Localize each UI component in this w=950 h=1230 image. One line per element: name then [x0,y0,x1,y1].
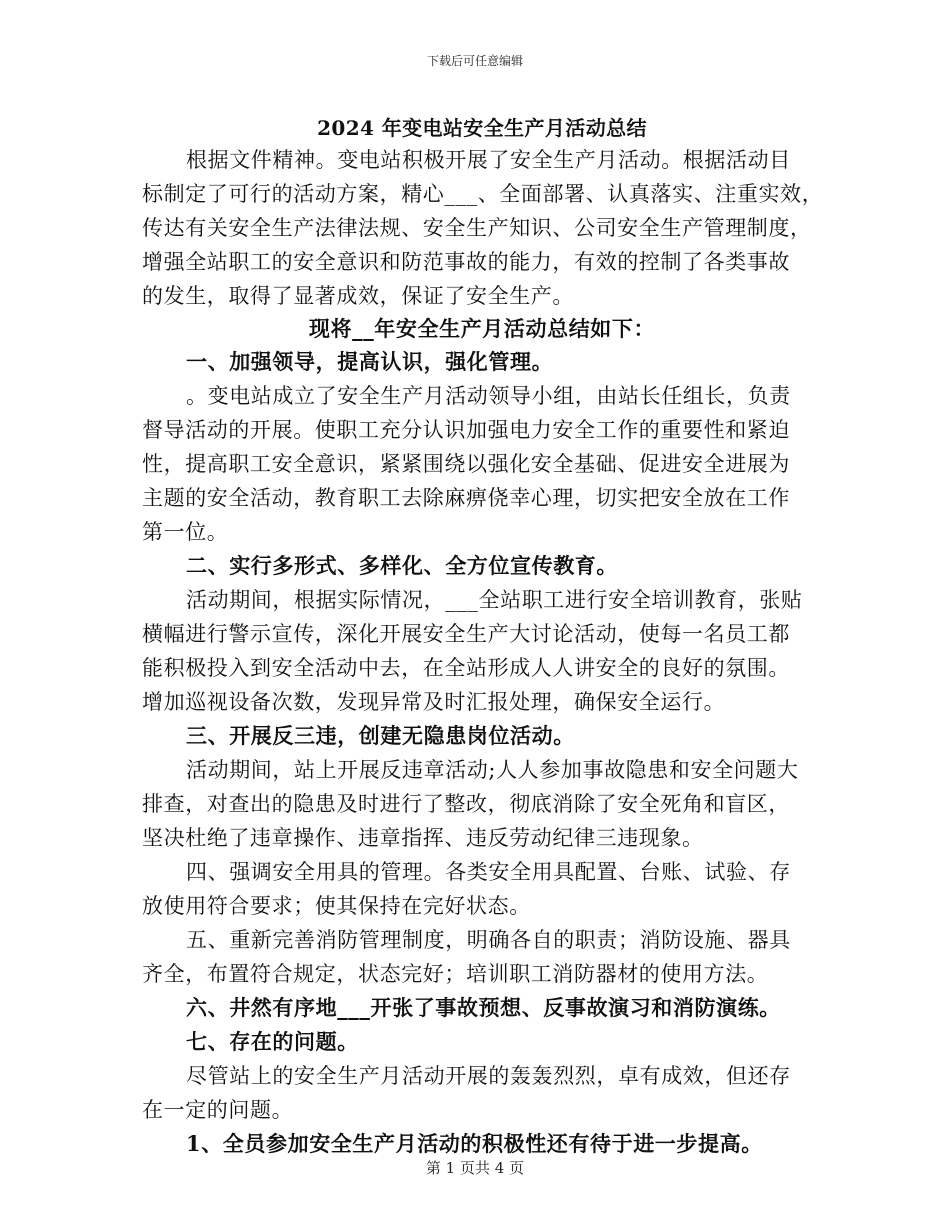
paragraph-line: 督导活动的开展。使职工充分认识加强电力安全工作的重要性和紧迫 [142,418,790,442]
section-heading: 六、井然有序地___开张了事故预想、反事故演习和消防演练。 [186,995,781,1020]
paragraph-line: 第一位。 [142,520,229,544]
paragraph-line: 能积极投入到安全活动中去，在全站形成人人讲安全的良好的氛围。 [142,656,790,680]
paragraph-line: 主题的安全活动，教育职工去除麻痹侥幸心理，切实把安全放在工作 [142,486,790,510]
section-heading: 七、存在的问题。 [186,1029,359,1054]
paragraph-line: 四、强调安全用具的管理。各类安全用具配置、台账、试验、存 [186,860,791,884]
paragraph-line: 排查，对查出的隐患及时进行了整改，彻底消除了安全死角和盲区， [142,792,790,816]
paragraph-line: 标制定了可行的活动方案，精心___、全面部署、认真落实、注重实效， [142,182,824,206]
summary-intro-heading: 现将__年安全生产月活动总结如下： [308,316,656,341]
paragraph-line: 齐全，布置符合规定，状态完好；培训职工消防器材的使用方法。 [142,962,769,986]
paragraph-line: 增强全站职工的安全意识和防范事故的能力，有效的控制了各类事故 [142,250,790,274]
paragraph-line: 的发生，取得了显著成效，保证了安全生产。 [142,284,574,308]
section-heading: 二、实行多形式、多样化、全方位宣传教育。 [186,553,618,578]
paragraph-line: 传达有关安全生产法律法规、安全生产知识、公司安全生产管理制度， [142,216,812,240]
paragraph-line: 活动期间，站上开展反违章活动;人人参加事故隐患和安全问题大 [186,758,799,782]
paragraph-line: 根据文件精神。变电站积极开展了安全生产月活动。根据活动目 [186,148,791,172]
paragraph-line: 。变电站成立了安全生产月活动领导小组，由站长任组长，负责 [186,384,791,408]
paragraph-line: 增加巡视设备次数，发现异常及时汇报处理，确保安全运行。 [142,690,726,714]
paragraph-line: 五、重新完善消防管理制度，明确各自的职责；消防设施、器具 [186,928,791,952]
page-header-note: 下载后可任意编辑 [426,54,523,68]
paragraph-line: 尽管站上的安全生产月活动开展的轰轰烈烈，卓有成效，但还存 [186,1064,791,1088]
paragraph-line: 在一定的问题。 [142,1098,294,1122]
paragraph-line: 性，提高职工安全意识，紧紧围绕以强化安全基础、促进安全进展为 [142,452,790,476]
section-heading: 一、加强领导，提高认识，强化管理。 [186,349,554,374]
paragraph-line: 放使用符合要求；使其保持在完好状态。 [142,894,531,918]
page-footer-number: 第 1 页共 4 页 [425,1159,525,1177]
section-heading: 1、全员参加安全生产月活动的积极性还有待于进一步提高。 [186,1131,763,1156]
section-heading: 三、开展反三违，创建无隐患岗位活动。 [186,723,575,748]
document-title: 2024 年变电站安全生产月活动总结 [317,116,647,140]
paragraph-line: 坚决杜绝了违章操作、违章指挥、违反劳动纪律三违现象。 [142,826,704,850]
paragraph-line: 活动期间，根据实际情况，___全站职工进行安全培训教育，张贴 [186,588,803,612]
paragraph-line: 横幅进行警示宣传，深化开展安全生产大讨论活动，使每一名员工都 [142,622,790,646]
